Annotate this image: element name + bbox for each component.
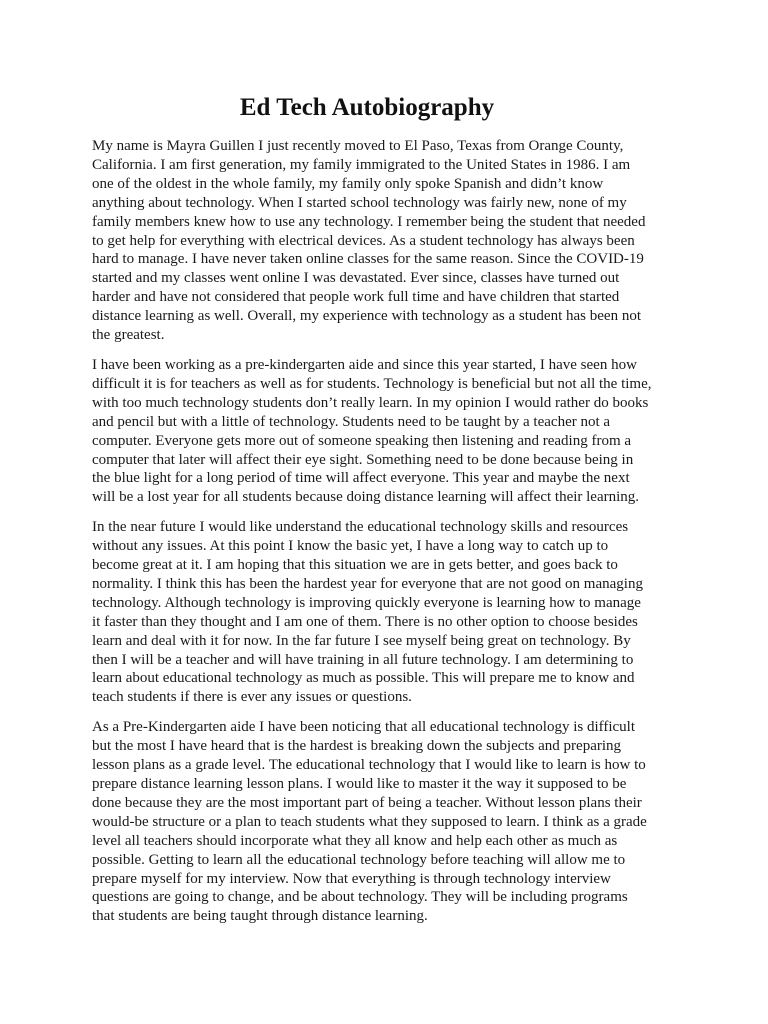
document-title: Ed Tech Autobiography (239, 94, 495, 121)
paragraph-3: In the near future I would like understand the educational technology skills and resources without any issues. At this point I know the basic yet, I have a long way to catch up to become great at it. I am hoping that this situation we are in gets better, and goes back to normality. I think this has been the hardest year for everyone that are not good on managing technology. Although technology is improving quickly everyone is learning how to manage it faster than they thought and I am one of them. There is no other option to choose besides learn and deal with it for now. In the far future I see myself being great on technology. By then I will be a teacher and will have training in all future technology. I am determining to learn about educational technology as much as possible. This will prepare me to know and teach students if there is ever any issues or questions. (92, 519, 643, 706)
paragraph-1: My name is Mayra Guillen I just recently moved to El Paso, Texas from Orange County, California. I am first generation, my family immigrated to the United States in 1986. I am one of the oldest in the whole family, my family only spoke Spanish and didn’t know anything about technology. When I started school technology was fairly new, none of my family members knew how to use any technology. I remember being the student that needed to get help for everything with electrical devices. As a student technology has always been hard to manage. I have never taken online classes for the same reason. Since the COVID-19 started and my classes went online I was devastated. Ever since, classes have turned out harder and have not considered that people work full time and have children that started distance learning as well. Overall, my experience with technology as a student has been not the greatest. (92, 138, 646, 344)
document-body (92, 137, 652, 937)
paragraph-4: As a Pre-Kindergarten aide I have been noticing that all educational technology is difficult but the most I have heard that is the hardest is breaking down the subjects and preparing lesson plans as a grade level. The educational technology that I would like to learn is how to prepare distance learning lesson plans. I would like to master it the way it supposed to be done because they are the most important part of being a teacher. Without lesson plans their would-be structure or a plan to teach students what they supposed to learn. I think as a grade level all teachers should incorporate what they all know and help each other as much as possible. Getting to learn all the educational technology before teaching will allow me to prepare myself for my interview. Now that everything is through technology interview questions are going to change, and be about technology. They will be including programs that students are being taught through distance learning. (92, 719, 647, 925)
paragraph-2: I have been working as a pre-kindergarten aide and since this year started, I have seen how difficult it is for teachers as well as for students. Technology is beneficial but not all the time, with too much technology students don’t really learn. In my opinion I would rather do books and pencil but with a little of technology. Students need to be taught by a teacher not a computer. Everyone gets more out of someone speaking then listening and reading from a computer that later will affect their eye sight. Something need to be done because being in the blue light for a long period of time will affect everyone. This year and maybe the next will be a lost year for all students because doing distance learning will affect their learning. (92, 356, 652, 506)
